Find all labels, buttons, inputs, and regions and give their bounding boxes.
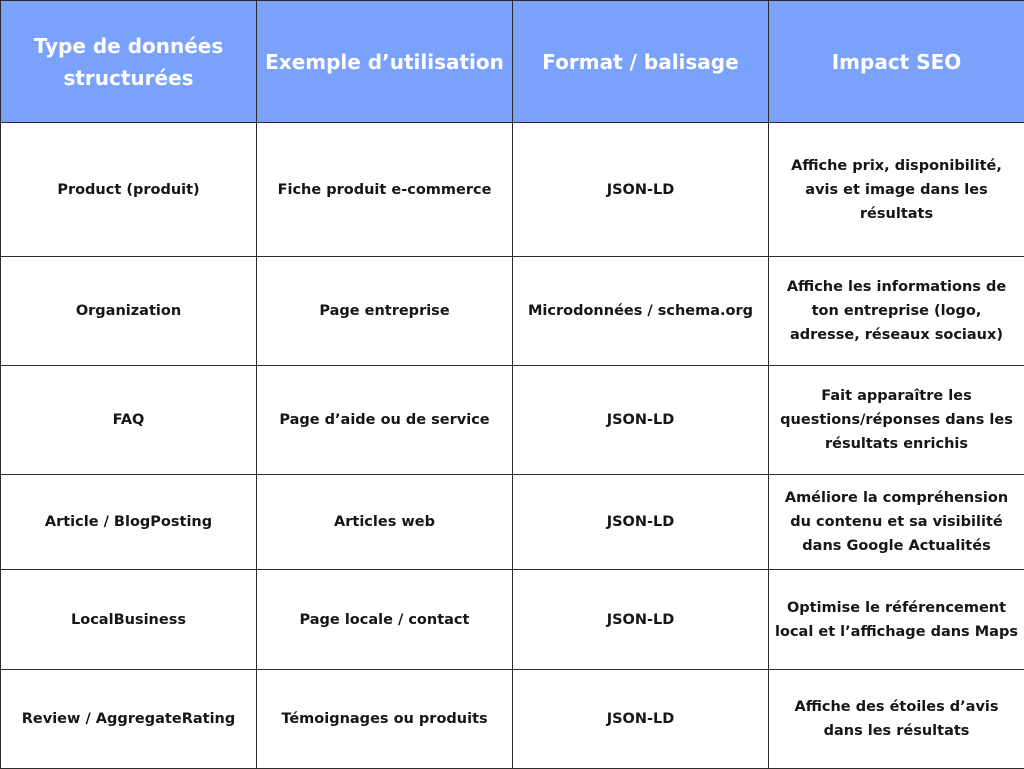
cell-format: JSON-LD bbox=[513, 475, 769, 570]
cell-type: LocalBusiness bbox=[1, 570, 257, 670]
header-impact: Impact SEO bbox=[769, 1, 1024, 123]
cell-type: FAQ bbox=[1, 366, 257, 475]
cell-type: Product (produit) bbox=[1, 123, 257, 257]
cell-type: Organization bbox=[1, 257, 257, 366]
cell-type: Review / AggregateRating bbox=[1, 670, 257, 769]
table-row bbox=[1, 366, 1024, 475]
table-body bbox=[1, 123, 1024, 769]
cell-example: Témoignages ou produits bbox=[257, 670, 513, 769]
cell-example: Page entreprise bbox=[257, 257, 513, 366]
header-format: Format / balisage bbox=[513, 1, 769, 123]
cell-example: Articles web bbox=[257, 475, 513, 570]
table-row bbox=[1, 257, 1024, 366]
table-row bbox=[1, 570, 1024, 670]
header-example: Exemple d’utilisation bbox=[257, 1, 513, 123]
cell-impact: Améliore la compréhension du contenu et sa visibilité dans Google Actualités bbox=[769, 475, 1024, 570]
cell-impact: Optimise le référencement local et l’affichage dans Maps bbox=[769, 570, 1024, 670]
cell-format: JSON-LD bbox=[513, 366, 769, 475]
cell-format: Microdonnées / schema.org bbox=[513, 257, 769, 366]
cell-impact: Fait apparaître les questions/réponses dans les résultats enrichis bbox=[769, 366, 1024, 475]
table-header bbox=[1, 1, 1024, 123]
cell-format: JSON-LD bbox=[513, 670, 769, 769]
cell-type: Article / BlogPosting bbox=[1, 475, 257, 570]
cell-impact: Affiche des étoiles d’avis dans les résultats bbox=[769, 670, 1024, 769]
cell-format: JSON-LD bbox=[513, 123, 769, 257]
header-row bbox=[1, 1, 1024, 123]
cell-example: Page d’aide ou de service bbox=[257, 366, 513, 475]
table-row bbox=[1, 475, 1024, 570]
cell-impact: Affiche les informations de ton entreprise (logo, adresse, réseaux sociaux) bbox=[769, 257, 1024, 366]
cell-example: Page locale / contact bbox=[257, 570, 513, 670]
table-row bbox=[1, 123, 1024, 257]
cell-format: JSON-LD bbox=[513, 570, 769, 670]
cell-impact: Affiche prix, disponibilité, avis et image dans les résultats bbox=[769, 123, 1024, 257]
header-type: Type de données structurées bbox=[1, 1, 257, 123]
table-row bbox=[1, 670, 1024, 769]
cell-example: Fiche produit e-commerce bbox=[257, 123, 513, 257]
